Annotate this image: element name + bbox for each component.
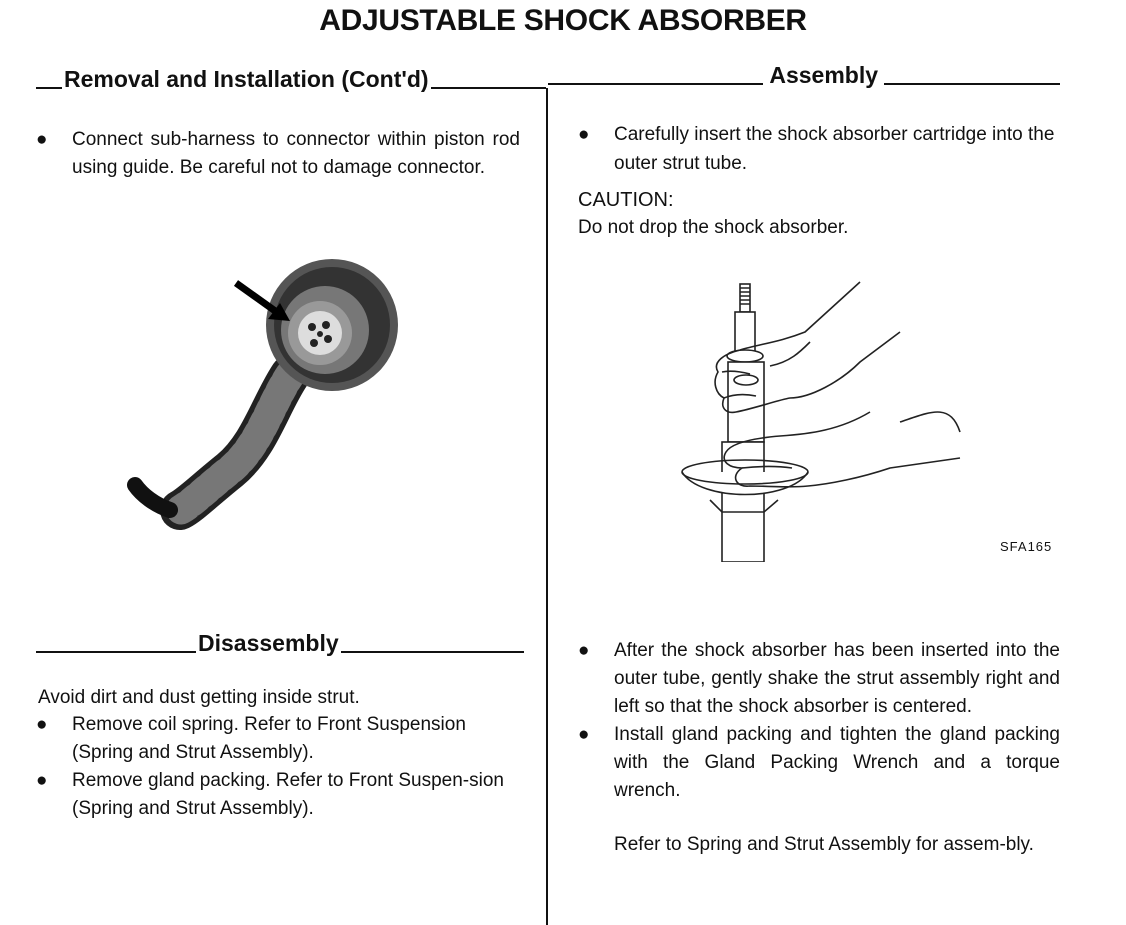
shock-absorber-illustration [660,262,980,562]
removal-heading-label: Removal and Installation (Cont'd) [64,66,429,92]
caution-label: CAUTION: [578,189,674,211]
list-item-text: Install gland packing and tighten the gland packing with the Gland Packing Wrench and a torque wrench. [614,724,1060,801]
list-item-text: Remove gland packing. Refer to Front Suspen-sion (Spring and Strut Assembly). [72,770,504,819]
list-item-text: Remove coil spring. Refer to Front Suspension (Spring and Strut Assembly). [72,714,466,763]
heading-rule [548,83,763,85]
heading-rule [884,83,1060,85]
assembly-list-2 [578,637,1060,805]
disassembly-list [36,711,526,823]
assembly-heading-label: Assembly [769,62,878,88]
list-item [36,126,520,182]
list-item [578,120,1060,178]
assembly-note: Refer to Spring and Strut Assembly for assem-bly. [614,834,1034,855]
list-item [578,637,1060,721]
assembly-list [578,120,1060,178]
list-item-text: Connect sub-harness to connector within piston rod using guide. Be careful not to damage connector. [72,129,520,178]
disassembly-heading [36,630,524,657]
bullet-icon: ● [36,714,48,735]
list-item [578,721,1060,805]
bullet-icon: ● [36,129,48,150]
list-item-text: Carefully insert the shock absorber cartridge into the outer strut tube. [614,124,1055,174]
heading-rule [36,651,196,653]
list-item-text: After the shock absorber has been inserted into the outer tube, gently shake the strut assembly right and left so that the shock absorber is centered. [614,640,1060,717]
removal-heading [36,66,546,93]
heading-rule [36,87,62,89]
heading-rule [341,651,524,653]
bullet-icon: ● [578,124,590,145]
list-item [36,767,526,823]
bullet-icon: ● [578,724,590,745]
list-item [36,711,526,767]
removal-list [36,126,520,182]
bullet-icon: ● [36,770,48,791]
disassembly-intro: Avoid dirt and dust getting inside strut. [38,687,360,708]
assembly-heading [548,62,1060,89]
page-title: ADJUSTABLE SHOCK ABSORBER [319,4,807,37]
bullet-icon: ● [578,640,590,661]
heading-rule [431,87,546,89]
connector-illustration [120,255,410,555]
disassembly-heading-label: Disassembly [198,630,339,656]
caution-text: Do not drop the shock absorber. [578,217,849,238]
column-divider [546,88,548,925]
figure-code: SFA165 [1000,539,1053,554]
